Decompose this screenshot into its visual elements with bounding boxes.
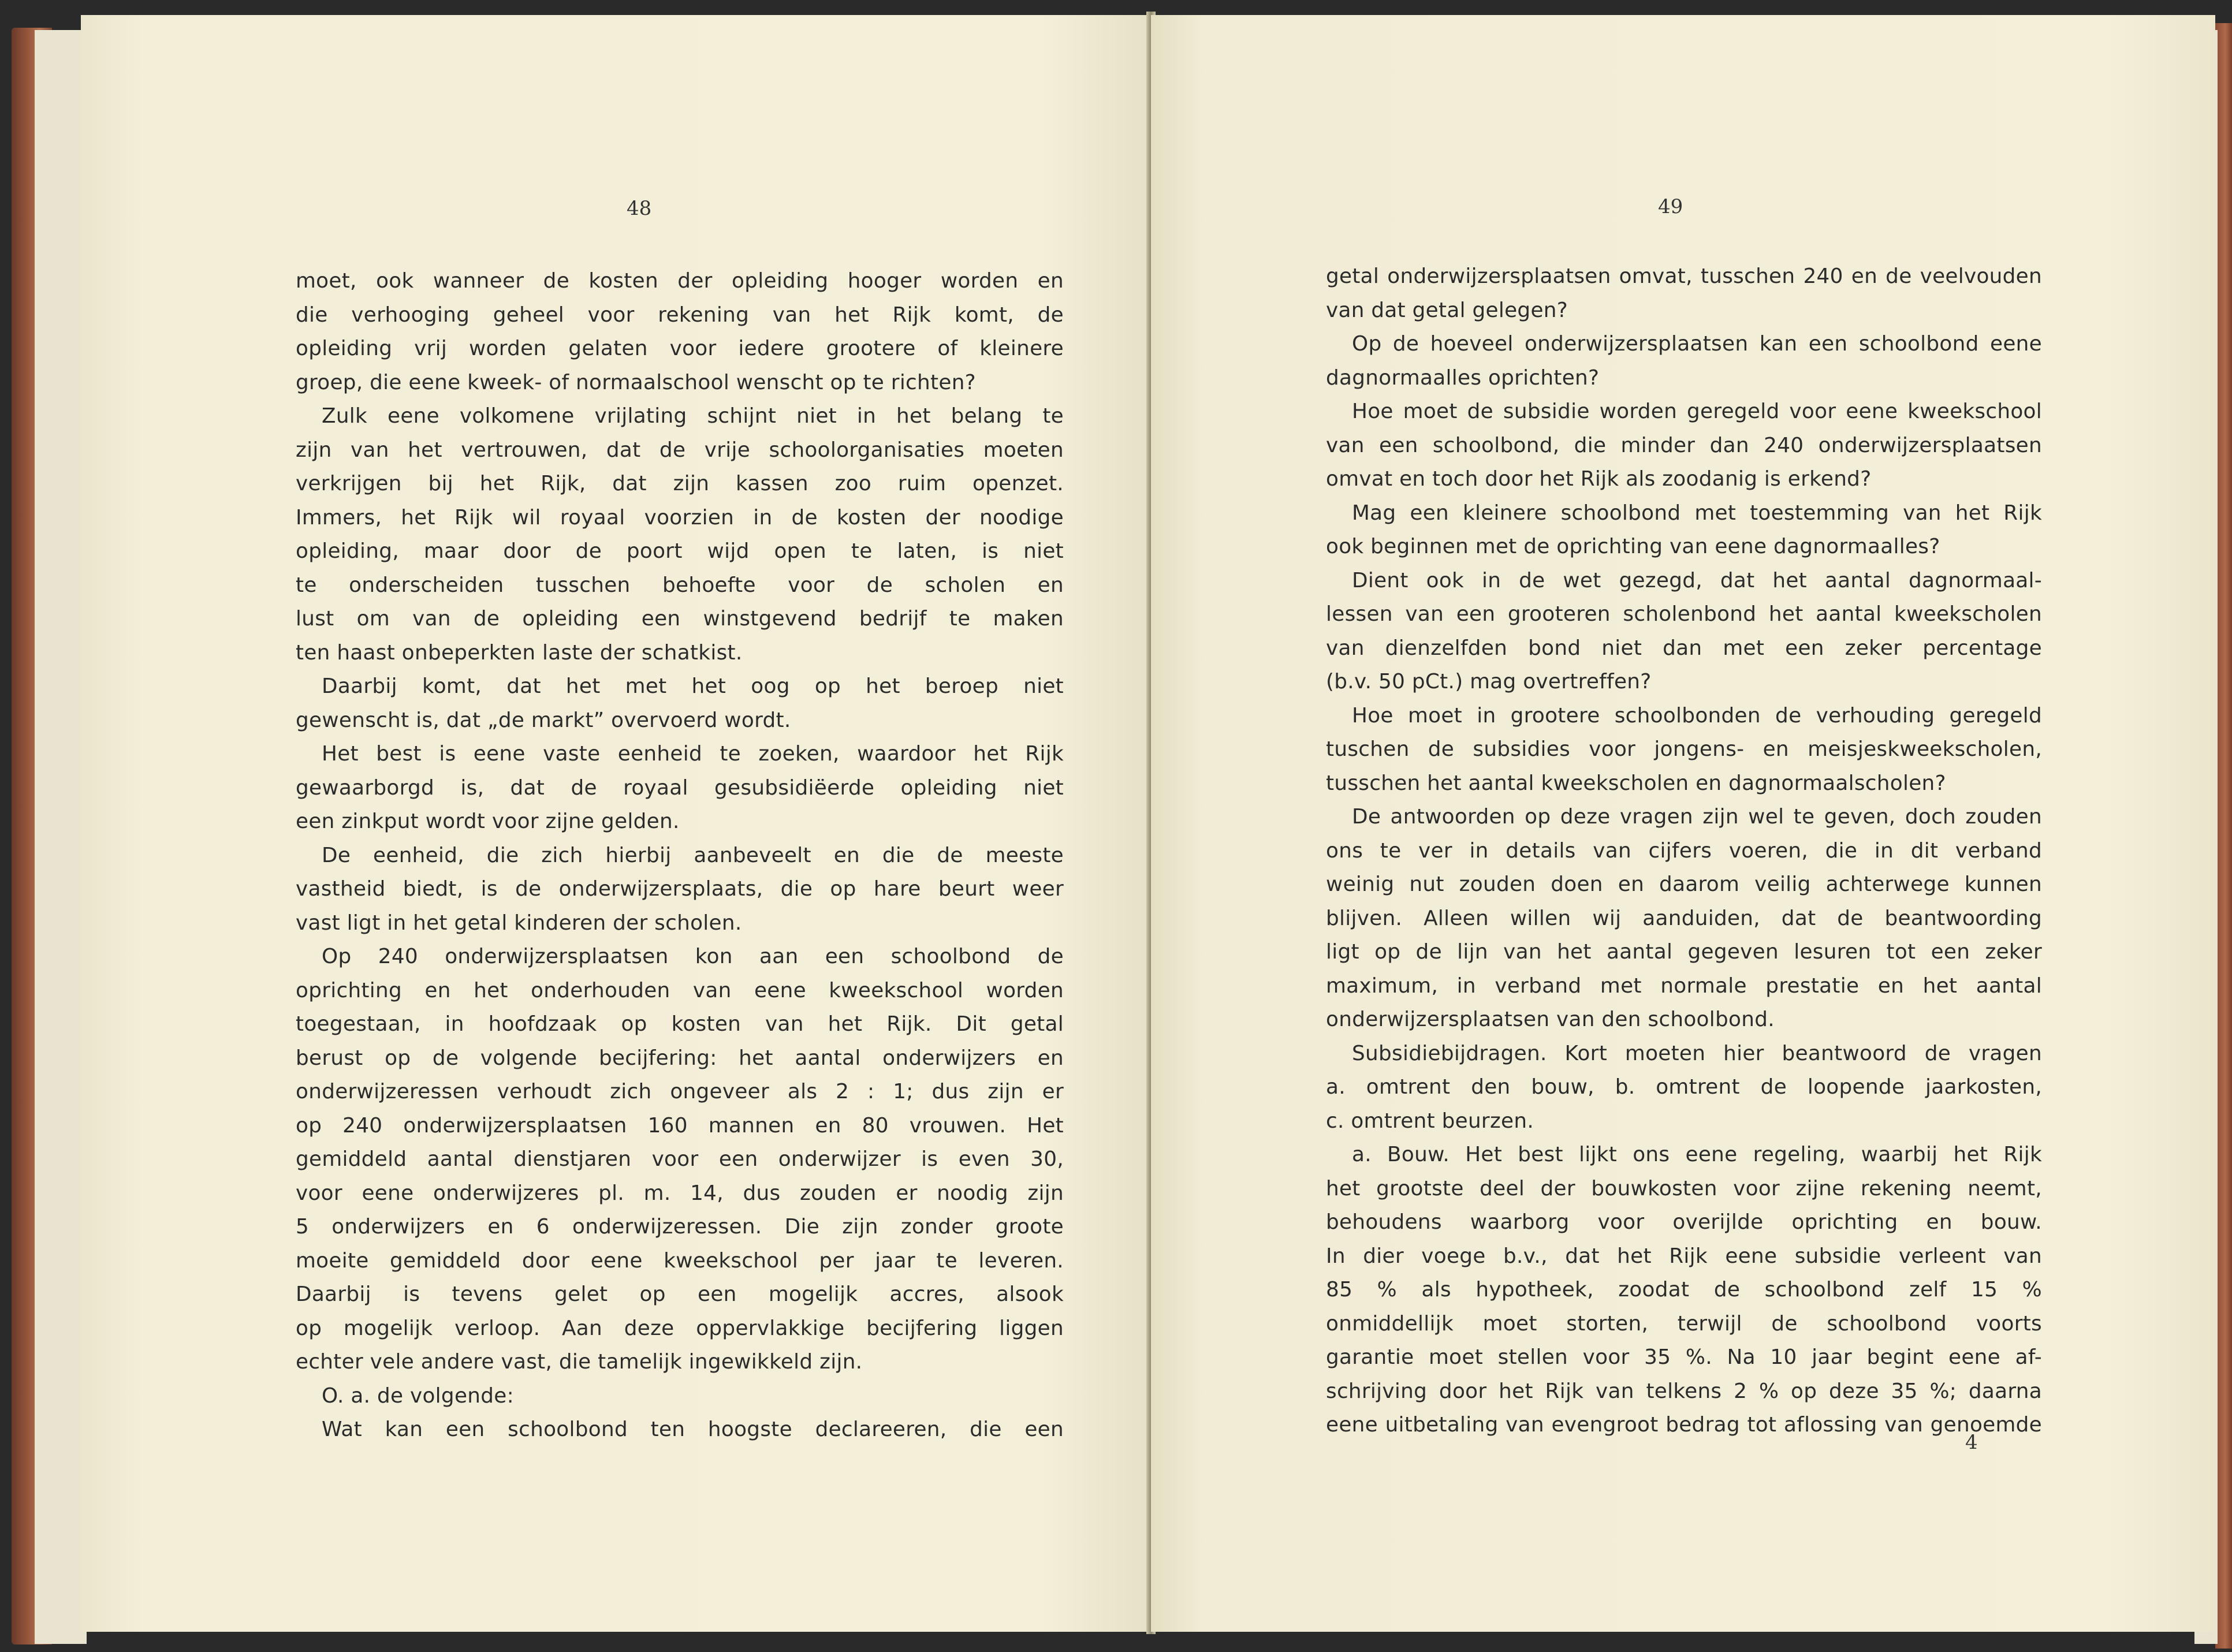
text-line: Mag een kleinere schoolbond met toestemming van het Rijk: [1352, 501, 2042, 525]
text-line: omvat en toch door het Rijk als zoodanig is erkend?: [1326, 467, 1872, 491]
text-line: Zulk eene volkomene vrijlating schijnt niet in het belang te: [322, 404, 1064, 428]
text-line: lust om van de opleiding een winstgevend bedrijf te maken: [296, 607, 1064, 631]
text-line: dagnormaalles oprichten?: [1326, 366, 1600, 390]
page-number-left: 48: [627, 197, 652, 220]
text-line: tusschen het aantal kweekscholen en dagnormaalscholen?: [1326, 771, 1946, 795]
text-line: a. omtrent den bouw, b. omtrent de loopende jaarkosten,: [1326, 1075, 2042, 1099]
text-line: opleiding, maar door de poort wijd open te laten, is niet: [296, 539, 1064, 563]
text-line: het grootste deel der bouwkosten voor zijne rekening neemt,: [1326, 1176, 2042, 1200]
text-line: voor eene onderwijzeres pl. m. 14, dus zouden er noodig zijn: [296, 1181, 1064, 1205]
left-page: [81, 15, 1149, 1632]
book-cover-edge-right: [2215, 23, 2232, 1649]
text-line: verkrijgen bij het Rijk, dat zijn kassen zoo ruim openzet.: [296, 472, 1064, 495]
text-line: op 240 onderwijzersplaatsen 160 mannen en 80 vrouwen. Het: [296, 1113, 1064, 1138]
text-line: onderwijzeressen verhoudt zich ongeveer als 2 : 1; dus zijn er: [296, 1080, 1064, 1103]
text-line: O. a. de volgende:: [322, 1383, 514, 1408]
text-line: blijven. Alleen willen wij aanduiden, dat de beantwoording: [1326, 906, 2042, 930]
text-line: behoudens waarborg voor overijlde oprichting en bouw.: [1326, 1210, 2042, 1234]
text-line: Immers, het Rijk wil royaal voorzien in de kosten der noodige: [296, 505, 1064, 529]
text-line: van een schoolbond, die minder dan 240 onderwijzersplaatsen: [1326, 433, 2042, 457]
text-line: gewaarborgd is, dat de royaal gesubsidiëerde opleiding niet: [296, 775, 1064, 800]
text-line: weinig nut zouden doen en daarom veilig achterwege kunnen: [1326, 872, 2042, 896]
text-line: die verhooging geheel voor rekening van het Rijk komt, de: [296, 303, 1064, 327]
text-line: ten haast onbeperkten laste der schatkist.: [296, 640, 743, 665]
right-page: [1151, 15, 2215, 1632]
text-line: groep, die eene kweek- of normaalschool wenscht op te richten?: [296, 370, 976, 394]
text-line: te onderscheiden tusschen behoefte voor de scholen en: [296, 573, 1064, 597]
text-line: Daarbij is tevens gelet op een mogelijk accres, alsook: [296, 1282, 1064, 1306]
text-line: 85 % als hypotheek, zoodat de schoolbond zelf 15 %: [1326, 1278, 2042, 1302]
text-line: De eenheid, die zich hierbij aanbeveelt en die de meeste: [322, 843, 1064, 867]
text-line: Daarbij komt, dat het met het oog op het beroep niet: [322, 674, 1064, 698]
text-line: garantie moet stellen voor 35 %. Na 10 jaar begint eene af-: [1326, 1345, 2042, 1369]
text-line: lessen van een grooteren scholenbond het aantal kweekscholen: [1326, 602, 2042, 626]
text-line: (b.v. 50 pCt.) mag overtreffen?: [1326, 670, 1652, 693]
right-page-text: [1326, 260, 2042, 1442]
text-line: Hoe moet in grootere schoolbonden de verhouding geregeld: [1352, 703, 2042, 728]
text-line: c. omtrent beurzen.: [1326, 1109, 1534, 1133]
text-line: gewenscht is, dat „de markt” overvoerd wordt.: [296, 708, 791, 732]
text-line: tuschen de subsidies voor jongens- en meisjeskweekscholen,: [1326, 737, 2042, 761]
text-line: Hoe moet de subsidie worden geregeld voor eene kweekschool: [1352, 400, 2042, 423]
text-line: opleiding vrij worden gelaten voor iedere grootere of kleinere: [296, 337, 1064, 360]
text-line: onderwijzersplaatsen van den schoolbond.: [1326, 1008, 1775, 1031]
text-line: moet, ook wanneer de kosten der opleiding hooger worden en: [296, 269, 1064, 293]
text-line: een zinkput wordt voor zijne gelden.: [296, 810, 680, 833]
text-line: ligt op de lijn van het aantal gegeven lesuren tot een zeker: [1326, 940, 2042, 964]
page-stack-left: [35, 30, 87, 1644]
text-line: Wat kan een schoolbond ten hoogste declareeren, die een: [322, 1418, 1064, 1441]
text-line: schrijving door het Rijk van telkens 2 % op deze 35 %; daarna: [1326, 1379, 2042, 1403]
page-number-right: 49: [1658, 195, 1683, 218]
text-line: op mogelijk verloop. Aan deze oppervlakkige becijfering liggen: [296, 1316, 1064, 1340]
text-line: eene uitbetaling van evengroot bedrag tot aflossing van genoemde: [1326, 1413, 2042, 1437]
text-line: In dier voege b.v., dat het Rijk eene subsidie verleent van: [1326, 1244, 2042, 1268]
text-line: Op de hoeveel onderwijzersplaatsen kan een schoolbond eene: [1352, 332, 2042, 356]
text-line: oprichting en het onderhouden van eene kweekschool worden: [296, 978, 1064, 1002]
text-line: De antwoorden op deze vragen zijn wel te geven, doch zouden: [1352, 805, 2042, 829]
text-line: Het best is eene vaste eenheid te zoeken, waardoor het Rijk: [322, 742, 1064, 766]
text-line: maximum, in verband met normale prestatie en het aantal: [1326, 974, 2042, 998]
text-line: a. Bouw. Het best lijkt ons eene regeling, waarbij het Rijk: [1352, 1143, 2042, 1166]
text-line: gemiddeld aantal dienstjaren voor een onderwijzer is even 30,: [296, 1147, 1064, 1171]
text-line: onmiddellijk moet storten, terwijl de schoolbond voorts: [1326, 1311, 2042, 1336]
text-line: 5 onderwijzers en 6 onderwijzeressen. Die zijn zonder groote: [296, 1215, 1064, 1239]
text-line: getal onderwijzersplaatsen omvat, tusschen 240 en de veelvouden: [1326, 264, 2042, 288]
left-page-text: [296, 264, 1064, 1447]
text-line: zijn van het vertrouwen, dat de vrije schoolorganisaties moeten: [296, 438, 1064, 462]
text-line: moeite gemiddeld door eene kweekschool per jaar te leveren.: [296, 1248, 1064, 1273]
text-line: van dat getal gelegen?: [1326, 298, 1568, 322]
text-line: echter vele andere vast, die tamelijk ingewikkeld zijn.: [296, 1350, 863, 1374]
text-line: ook beginnen met de oprichting van eene dagnormaalles?: [1326, 535, 1940, 558]
text-line: Subsidiebijdragen. Kort moeten hier beantwoord de vragen: [1352, 1041, 2042, 1065]
text-line: Op 240 onderwijzersplaatsen kon aan een schoolbond de: [322, 945, 1064, 968]
text-line: Dient ook in de wet gezegd, dat het aantal dagnormaal-: [1352, 568, 2042, 592]
signature-mark: 4: [1965, 1431, 1978, 1454]
text-line: vastheid biedt, is de onderwijzersplaats, die op hare beurt weer: [296, 877, 1064, 901]
text-line: toegestaan, in hoofdzaak op kosten van het Rijk. Dit getal: [296, 1012, 1064, 1036]
text-line: vast ligt in het getal kinderen der scholen.: [296, 911, 742, 935]
text-line: ons te ver in details van cijfers voeren, die in dit verband: [1326, 838, 2042, 863]
text-line: berust op de volgende becijfering: het aantal onderwijzers en: [296, 1046, 1064, 1070]
text-line: van dienzelfden bond niet dan met een zeker percentage: [1326, 636, 2042, 660]
